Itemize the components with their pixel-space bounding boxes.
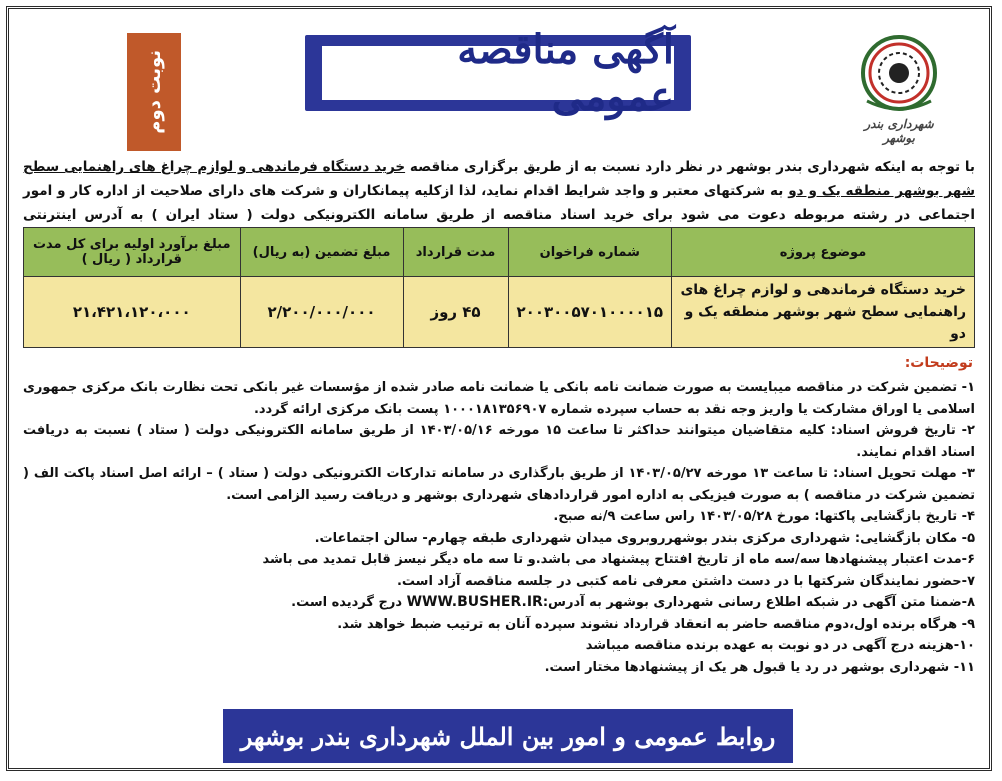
note-item: ۱۱- شهرداری بوشهر در رد یا قبول هر یک از پیشنهادها مختار است. xyxy=(544,659,975,675)
note-item: ۶-مدت اعتبار پیشنهادها سه/سه ماه از تاریخ افتتاح پیشنهاد می باشد.و تا سه ماه دیگر نیسز قابل تمدید می باشد xyxy=(262,552,975,567)
footer-banner xyxy=(223,709,793,763)
tender-table xyxy=(23,227,975,348)
notes-heading: توضیحات: xyxy=(904,355,973,371)
note-8-end: درج گردیده است. xyxy=(291,595,407,610)
round-badge xyxy=(127,33,181,151)
note-item: ۲- تاریخ فروش اسناد: کلیه متقاضیان میتوانند حداکثر تا ساعت ۱۵ مورخه ۱۴۰۳/۰۵/۱۶ از طریق سامانه الکترونیکی دولت ( ستاد ) نسبت به دریافت اسناد اقدام نمایند. xyxy=(23,423,975,460)
note-item: ۱- تضمین شرکت در مناقصه میبایست به صورت ضمانت نامه بانکی یا ضمانت نامه صادر شده از مؤسسات غیر بانکی تحت نظارت بانک مرکزی جمهوری اسلامی یا اوراق مشارکت یا واریز وجه نقد به حساب سپرده شماره ۱۰۰۰۱۸۱۳۵۶۹۰۷ پست بانک مرکزی ارائه گردد. xyxy=(23,380,975,417)
note-item xyxy=(23,592,975,614)
cell-duration: ۴۵ روز xyxy=(403,277,508,348)
intro-text-1: با توجه به اینکه شهرداری بندر بوشهر در نظر دارد نسبت به از طریق برگزاری مناقصه xyxy=(405,159,975,175)
table-header-row xyxy=(24,228,975,277)
cell-subject: خرید دستگاه فرماندهی و لوازم چراغ های راهنمایی سطح شهر بوشهر منطقه یک و دو xyxy=(672,277,975,348)
header-guarantee: مبلغ تضمین (به ریال) xyxy=(240,228,403,277)
header-duration: مدت قرارداد xyxy=(403,228,508,277)
tender-notice xyxy=(6,6,992,771)
intro-text-2: به شرکتهای معتبر و واجد شرایط اقدام نماید، لذا ازکلیه پیمانکاران و شرکت های دارای صلاحیت از اداره کار و امور اجتماعی در رشته مربوطه دعوت می شود برای خرید اسناد مناقصه از طریق سامانه الکترونیکی دولت ( ستاد ایران ) به آدرس اینترنتی xyxy=(23,183,975,223)
page-title: آگهی مناقصه عمومی xyxy=(322,46,674,100)
busher-link[interactable]: WWW.BUSHER.IR xyxy=(406,594,543,610)
note-8-text: ۸-ضمنا متن آگهی در شبکه اطلاع رسانی شهرداری بوشهر به آدرس: xyxy=(542,595,975,610)
header-call-number: شماره فراخوان xyxy=(508,228,671,277)
note-item: ۳- مهلت تحویل اسناد: تا ساعت ۱۳ مورخه ۱۴۰۳/۰۵/۲۷ از طریق بارگذاری در سامانه تدارکات الکترونیکی دولت ( ستاد ) – ارائه اصل اسناد پاکت الف ( تضمین شرکت در مناقصه ) به صورت فیزیکی به اداره امور قراردادهای شهرداری بوشهر و دریافت رسید الزامی است. xyxy=(23,466,975,503)
municipality-logo xyxy=(849,31,949,143)
note-item: ۴- تاریخ بازگشایی پاکتها: مورخ ۱۴۰۳/۰۵/۲۸ راس ساعت ۹/نه صبح. xyxy=(553,509,975,524)
logo-caption: شهرداری بندر بوشهر xyxy=(864,117,934,145)
header-subject: موضوع پروژه xyxy=(672,228,975,277)
round-badge-label: نوبت دوم xyxy=(143,50,165,134)
municipality-emblem-icon xyxy=(849,31,949,115)
header-estimate: مبلغ برآورد اولیه برای کل مدت قرارداد ( ریال ) xyxy=(24,228,241,277)
cell-estimate: ۲۱،۴۲۱،۱۲۰،۰۰۰ xyxy=(24,277,241,348)
notes-list xyxy=(23,377,975,678)
note-item: ۱۰-هزینه درج آگهی در دو نوبت به عهده برنده مناقصه میباشد xyxy=(585,638,975,653)
note-item: ۵- مکان بازگشایی: شهرداری مرکزی بندر بوشهرروبروی میدان شهرداری طبقه چهارم- سالن اجتماعات. xyxy=(314,530,975,546)
footer-text: روابط عمومی و امور بین الملل شهرداری بندر بوشهر xyxy=(240,721,776,751)
cell-guarantee: ۲/۲۰۰/۰۰۰/۰۰۰ xyxy=(240,277,403,348)
note-item: ۷-حضور نمایندگان شرکتها با در دست داشتن معرفی نامه کتبی در جلسه مناقصه آزاد است. xyxy=(396,573,975,589)
cell-call-number: ۲۰۰۳۰۰۵۷۰۱۰۰۰۰۱۵ xyxy=(508,277,671,348)
table-row xyxy=(24,277,975,348)
intro-highlight: خرید دستگاه فرماندهی و لوازم چراغ های راهنمایی سطح شهر بوشهر منطقه یک و دو xyxy=(23,159,975,199)
note-item: ۹- هرگاه برنده اول،دوم مناقصه حاضر به انعقاد قرارداد نشوند سپرده آنان به ترتیب ضبط خواهد شد. xyxy=(337,616,975,632)
title-banner xyxy=(305,26,691,120)
